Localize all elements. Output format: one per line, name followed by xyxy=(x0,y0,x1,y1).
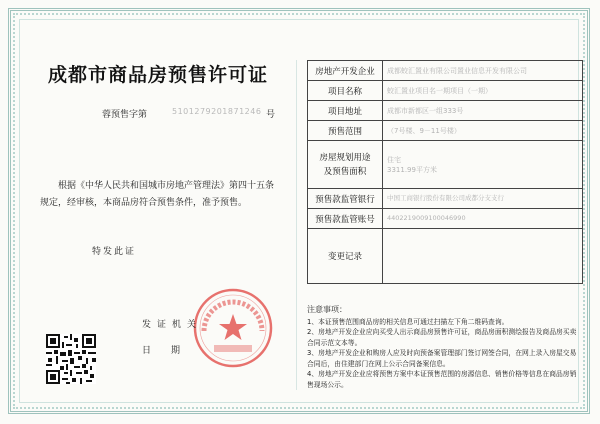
project-address-value: 成都市新都区一组333号 xyxy=(383,101,583,121)
field-label: 房地产开发企业 xyxy=(308,61,383,81)
presale-scope-value: （7号楼、9－11号楼） xyxy=(383,121,583,141)
project-name-value: 蛟汇置业项目名一期项目（一期） xyxy=(383,81,583,101)
center-divider xyxy=(296,60,297,390)
legal-basis-text: 根据《中华人民共和国城市房地产管理法》第四十五条规定，经审核，本商品房符合预售条件，准予预售。 xyxy=(40,181,275,208)
special-issue-text: 特发此证 xyxy=(92,247,137,257)
serial-label: 蓉预售字第 xyxy=(102,110,148,120)
serial-number: 5101279201871246 xyxy=(172,107,262,116)
issuing-authority-label: 发证机关 xyxy=(142,320,203,330)
supervising-bank-value: 中国工商银行股份有限公司成都分支支行 xyxy=(383,189,583,209)
table-row xyxy=(308,229,583,284)
table-row xyxy=(308,189,583,209)
note-item: 4、房地产开发企业应将预售方案中本证预售范围的房源信息、销售价格等信息在商品房销售现场公示。 xyxy=(307,370,577,389)
table-row xyxy=(308,209,583,229)
left-panel xyxy=(22,22,294,402)
field-label: 项目地址 xyxy=(308,101,383,121)
issue-date-label: 日期 xyxy=(142,346,201,356)
field-label: 预售款监管银行 xyxy=(308,189,383,209)
project-info-table xyxy=(307,60,583,284)
notes-title: 注意事项： xyxy=(307,305,347,314)
field-label: 项目名称 xyxy=(308,81,383,101)
supervising-account-value: 4402219009100046990 xyxy=(383,209,583,229)
field-label: 房屋规划用途 及预售面积 xyxy=(308,141,383,189)
table-row xyxy=(308,141,583,189)
table-row xyxy=(308,101,583,121)
note-item: 2、房地产开发企业应向买受人出示商品房预售许可证，商品房面积测绘报告及商品房买卖合同示范文本等。 xyxy=(307,328,577,347)
table-row xyxy=(308,61,583,81)
serial-suffix: 号 xyxy=(266,110,276,120)
notes-section xyxy=(307,305,583,390)
certificate-title: 成都市商品房预售许可证 xyxy=(47,64,268,86)
note-item: 3、房地产开发企业和购房人应及时向预备案管理部门签订网签合同，在网上录入房屋交易合同后，由住建部门在网上公示合同备案信息。 xyxy=(307,349,577,368)
field-label: 预售款监管账号 xyxy=(308,209,383,229)
qr-code xyxy=(46,334,96,384)
note-item: 1、本证预售范围商品房的相关信息可通过扫描左下角二维码查询。 xyxy=(307,317,509,326)
table-row xyxy=(308,81,583,101)
change-record-value xyxy=(383,229,583,284)
field-label: 变更记录 xyxy=(308,229,383,284)
table-row xyxy=(308,121,583,141)
field-label: 预售范围 xyxy=(308,121,383,141)
usage-area-value: 住宅 3311.99平方米 xyxy=(383,141,583,189)
developer-value: 成都蛟汇置业有限公司置业信息开发有限公司 xyxy=(383,61,583,81)
official-seal xyxy=(192,287,274,369)
